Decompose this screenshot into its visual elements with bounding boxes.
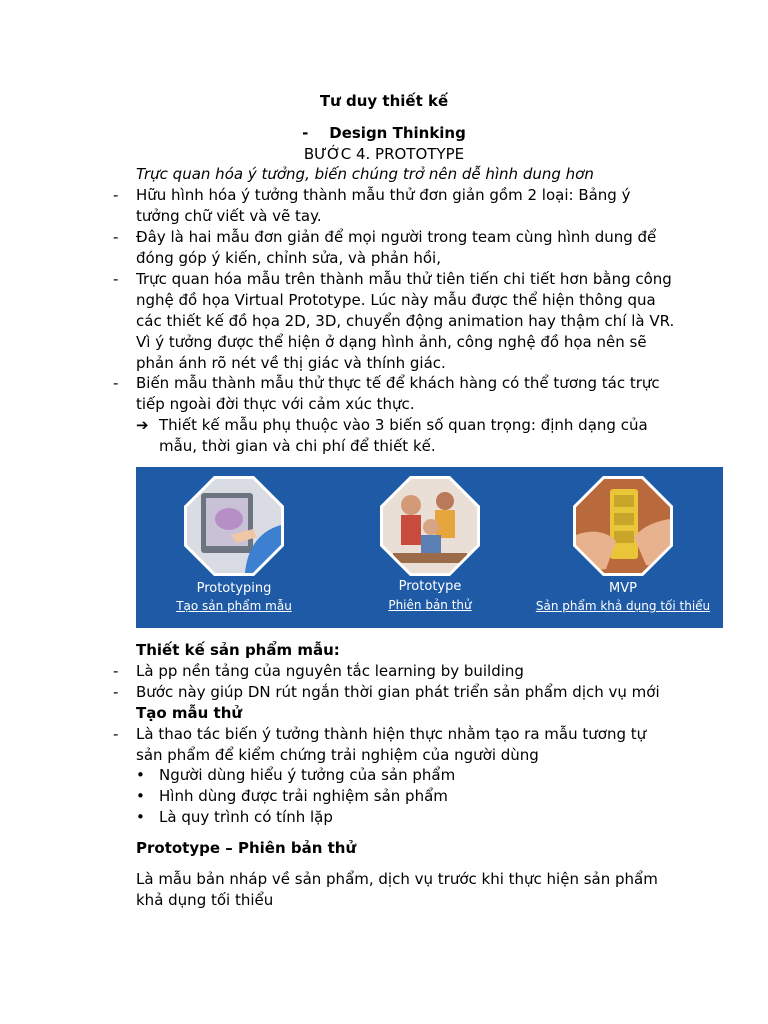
bullet-1-line-2: tưởng chữ viết và vẽ tay. [136, 207, 322, 225]
bullet-3-line-3: các thiết kế đồ họa 2D, 3D, chuyển động animation hay thậm chí là VR. [136, 312, 675, 330]
prototype-image [380, 476, 480, 576]
section-3-body-line-1: Là mẫu bản nháp về sản phẩm, dịch vụ trước khi thực hiện sản phẩm [136, 870, 658, 888]
prototype-image-fill [383, 479, 477, 573]
mvp-title: MVP [609, 581, 637, 596]
prototyping-illustration [187, 479, 281, 573]
prototype-illustration [383, 479, 477, 573]
dash-marker: - [113, 683, 119, 701]
prototyping-subtitle: Tạo sản phẩm mẫu [176, 599, 292, 613]
bullet-3-line-4: Vì ý tưởng được thể hiện ở dạng hình ảnh, công nghệ đồ họa nên sẽ [136, 333, 647, 351]
bullet-3-line-5: phản ánh rõ nét về thị giác và thính giác. [136, 354, 446, 372]
section-1-item-1: Là pp nền tảng của nguyên tắc learning by building [136, 662, 524, 680]
section-2-dot-2: Hình dùng được trải nghiệm sản phẩm [159, 787, 448, 805]
dot-marker: • [136, 787, 145, 805]
section-1-item-2: Bước này giúp DN rút ngắn thời gian phát triển sản phẩm dịch vụ mới [136, 683, 660, 701]
arrow-note-line-2: mẫu, thời gian và chi phí để thiết kế. [159, 437, 436, 455]
dash-marker: - [113, 662, 119, 680]
section-3-body-line-2: khả dụng tối thiểu [136, 891, 274, 909]
intro-text: Trực quan hóa ý tưởng, biến chúng trở nên dễ hình dung hơn [136, 165, 594, 183]
bullet-2-line-1: Đây là hai mẫu đơn giản để mọi người trong team cùng hình dung để [136, 228, 657, 246]
dash-marker: - [113, 186, 119, 204]
bullet-2-line-2: đóng góp ý kiến, chỉnh sửa, và phản hồi, [136, 249, 441, 267]
dot-marker: • [136, 808, 145, 826]
dot-marker: • [136, 766, 145, 784]
subtitle-text: Design Thinking [329, 124, 466, 142]
step-heading: BƯỚC 4. PROTOTYPE [303, 145, 465, 163]
arrow-note-line-1: Thiết kế mẫu phụ thuộc vào 3 biến số quan trọng: định dạng của [159, 416, 648, 434]
bullet-4-line-2: tiếp ngoài đời thực với cảm xúc thực. [136, 395, 415, 413]
subtitle-dash: - [302, 124, 309, 142]
mvp-subtitle: Sản phẩm khả dụng tối thiểu [535, 599, 711, 613]
prototype-banner-image [136, 467, 723, 628]
document-subtitle [0, 123, 768, 143]
mvp-illustration [576, 479, 670, 573]
section-1-heading: Thiết kế sản phẩm mẫu: [136, 641, 340, 659]
bullet-3-line-1: Trực quan hóa mẫu trên thành mẫu thử tiên tiến chi tiết hơn bằng công [136, 270, 672, 288]
dash-marker: - [113, 228, 119, 246]
mvp-image [573, 476, 673, 576]
document-title: Tư duy thiết kế [319, 92, 449, 110]
dash-marker: - [113, 270, 119, 288]
section-3-heading: Prototype – Phiên bản thử [136, 839, 357, 857]
bullet-4-line-1: Biến mẫu thành mẫu thử thực tế để khách hàng có thể tương tác trực [136, 374, 660, 392]
mvp-image-fill [576, 479, 670, 573]
prototyping-image [184, 476, 284, 576]
arrow-icon: ➔ [136, 416, 149, 434]
section-2-item-line-2: sản phẩm để kiểm chứng trải nghiệm của người dùng [136, 746, 539, 764]
prototyping-image-fill [187, 479, 281, 573]
dash-marker: - [113, 725, 119, 743]
section-2-heading: Tạo mẫu thử [136, 704, 243, 722]
prototype-subtitle: Phiên bản thử [388, 598, 472, 612]
section-2-dot-1: Người dùng hiểu ý tưởng của sản phẩm [159, 766, 456, 784]
bullet-3-line-2: nghệ đồ họa Virtual Prototype. Lúc này mẫu được thể hiện thông qua [136, 291, 656, 309]
prototype-title: Prototype [398, 579, 462, 594]
section-2-dot-3: Là quy trình có tính lặp [159, 808, 333, 826]
dash-marker: - [113, 374, 119, 392]
bullet-1-line-1: Hữu hình hóa ý tưởng thành mẫu thử đơn giản gồm 2 loại: Bảng ý [136, 186, 631, 204]
section-2-item-line-1: Là thao tác biến ý tưởng thành hiện thực nhằm tạo ra mẫu tương tự [136, 725, 647, 743]
prototyping-title: Prototyping [196, 581, 272, 596]
